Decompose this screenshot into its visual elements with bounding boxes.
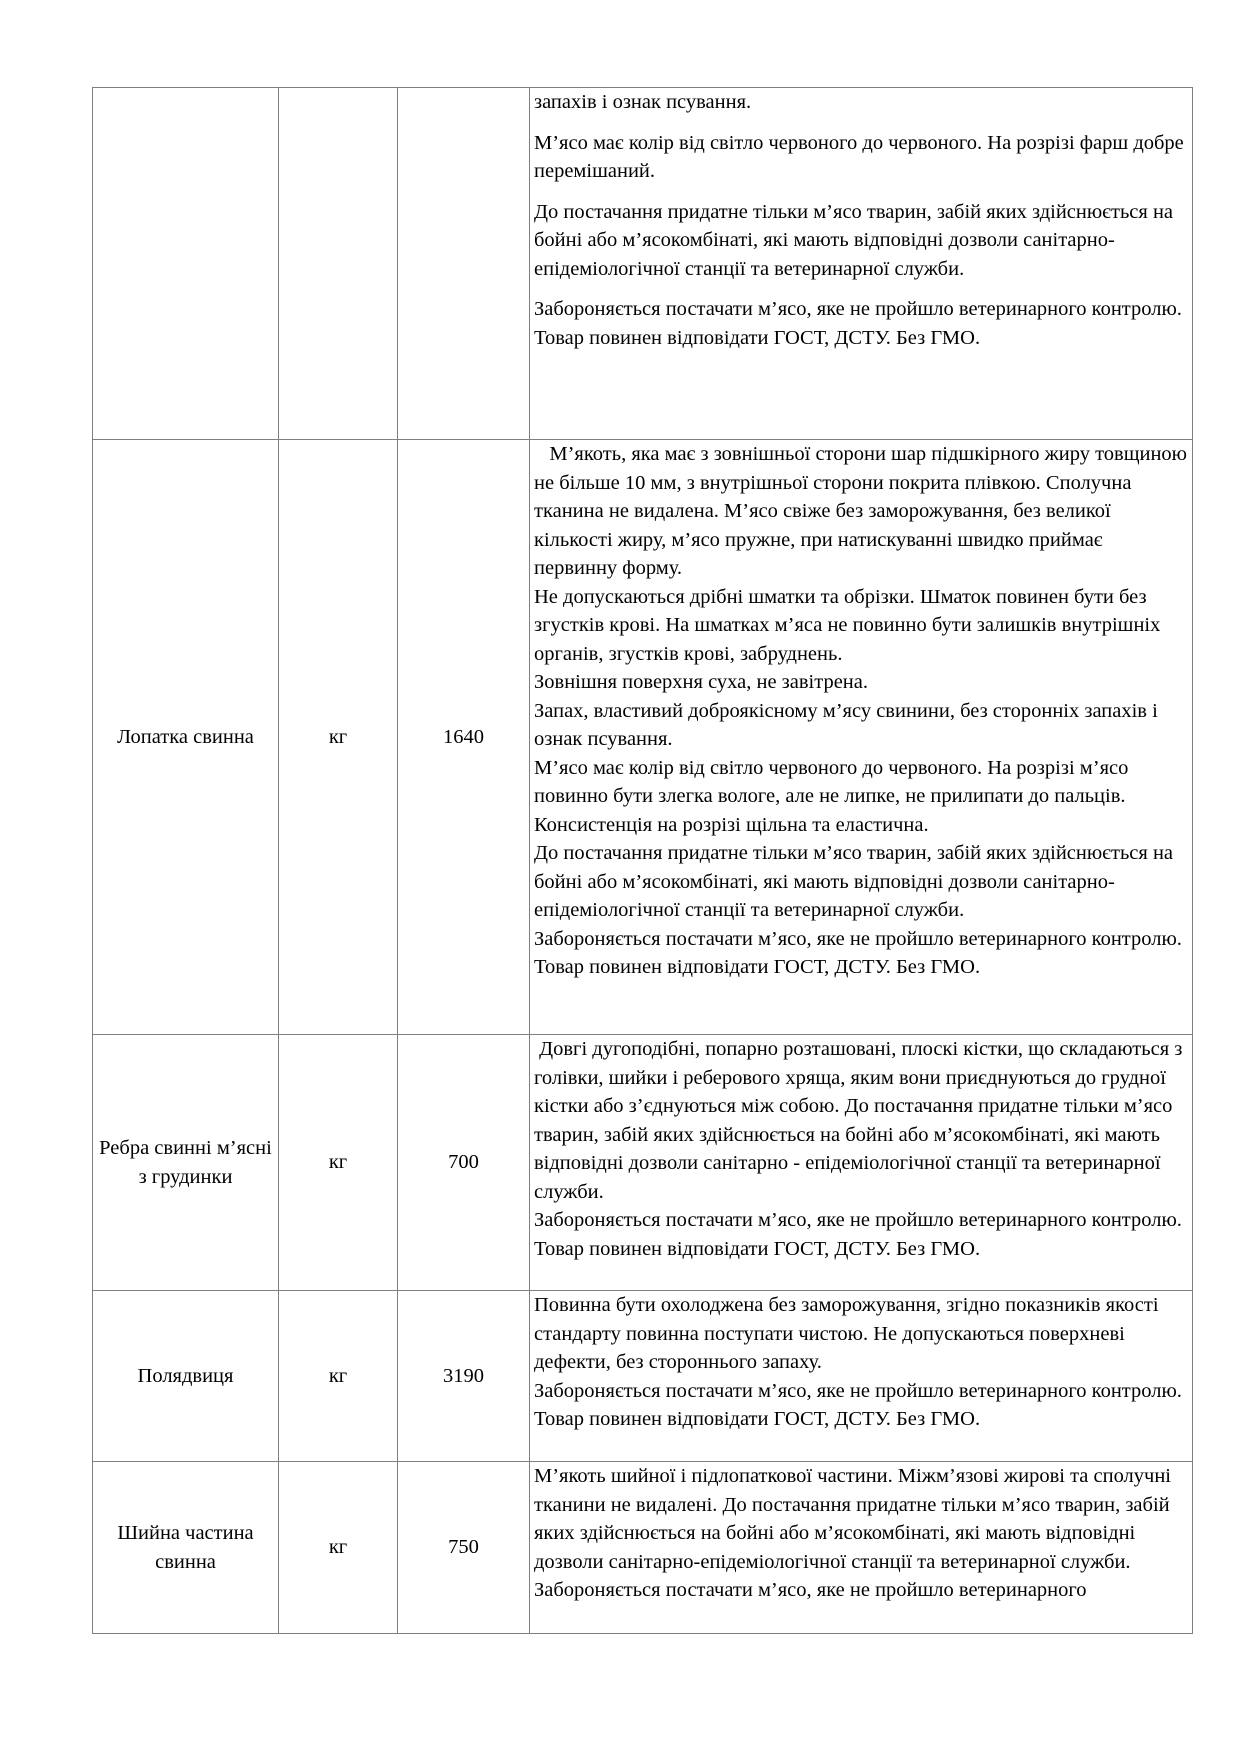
table-row — [93, 1462, 1193, 1634]
unit-cell: кг — [279, 440, 398, 1035]
unit-cell: кг — [279, 1462, 398, 1634]
description-paragraph: запахів і ознак псування. — [534, 91, 752, 113]
description-paragraph: Зовнішня поверхня суха, не завітрена. — [534, 671, 869, 693]
description-paragraph: М’ясо має колір від світло червоного до червоного. На розрізі м’ясо повинно бути злегка вологе, але не липке, не прилипати до пальців. Консистенція на розрізі щільна та еластична. — [534, 756, 1129, 836]
product-name-cell — [93, 440, 279, 1035]
description-cell — [530, 88, 1193, 440]
description-cell — [530, 1035, 1193, 1291]
product-name: Ребра свинні м’ясні з грудинки — [99, 1137, 272, 1188]
description-paragraph: Товар повинен відповідати ГОСТ, ДСТУ. Без ГМО. — [534, 956, 981, 978]
quantity-cell: 1640 — [398, 440, 530, 1035]
description-cell — [530, 440, 1193, 1035]
product-spec-table — [92, 87, 1193, 1634]
quantity-cell: 700 — [398, 1035, 530, 1291]
quantity-cell: 750 — [398, 1462, 530, 1634]
description-paragraph: Товар повинен відповідати ГОСТ, ДСТУ. Без ГМО. — [534, 1237, 981, 1260]
table-body — [93, 88, 1193, 1634]
product-name-cell — [93, 1291, 279, 1462]
product-name-cell — [93, 1035, 279, 1291]
description-paragraph: До постачання придатне тільки м’ясо тварин, забій яких здійснюється на бойні або м’ясокомбінаті, які мають відповідні дозволи санітарно- епідеміологічної станції та ветеринарної служби. — [534, 200, 1174, 280]
unit-cell — [279, 88, 398, 440]
unit-cell: кг — [279, 1291, 398, 1462]
description-paragraph: Забороняється постачати м’ясо, яке не пройшло ветеринарного контролю. — [534, 1379, 1182, 1402]
description-cell — [530, 1291, 1193, 1462]
product-name: Полядвиця — [137, 1364, 234, 1387]
table-row — [93, 1291, 1193, 1462]
unit-cell: кг — [279, 1035, 398, 1291]
product-name-cell — [93, 88, 279, 440]
table-row — [93, 88, 1193, 440]
description-paragraph: Забороняється постачати м’ясо, яке не пройшло ветеринарного контролю. — [534, 927, 1182, 950]
description-paragraph: Забороняється постачати м’ясо, яке не пройшло ветеринарного — [534, 1579, 1087, 1601]
description-paragraph: М’якоть шийної і підлопаткової частини. Міжм’язові жирові та сполучні тканини не видалені. До постачання придатне тільки м’ясо тварин, забій яких здійснюється на бойні або м’ясокомбінаті, які мають відповідні дозволи санітарно-епідеміологічної станції та ветеринарної служби. — [534, 1465, 1172, 1573]
description-paragraph: До постачання придатне тільки м’ясо тварин, забій яких здійснюється на бойні або м’ясокомбінаті, які мають відповідні дозволи санітарно- епідеміологічної станції та ветеринарної служби. — [534, 842, 1174, 921]
description-paragraph: Запах, властивий доброякісному м’ясу свинини, без сторонніх запахів і ознак псування. — [534, 699, 1158, 750]
description-paragraph: Довгі дугоподібні, попарно розташовані, плоскі кістки, що складаються з голівки, шийки і реберового хряща, яким вони приєднуються до грудної кістки або з’єднуються між собою. До постачання придатне тільки м’ясо тварин, забій яких здійснюється на бойні або м’ясокомбінаті, які мають відповідні дозволи санітарно - епідеміологічної станції та ветеринарної служби. — [534, 1038, 1183, 1203]
product-name: Шийна частина свинна — [117, 1522, 254, 1573]
product-name: Лопатка свинна — [117, 725, 254, 748]
description-paragraph: Повинна бути охолоджена без заморожування, згідно показників якості стандарту повинна поступати чистою. Не допускаються поверхневі дефекти, без стороннього запаху. — [534, 1294, 1159, 1373]
description-paragraph: Товар повинен відповідати ГОСТ, ДСТУ. Без ГМО. — [534, 326, 981, 349]
quantity-cell: 3190 — [398, 1291, 530, 1462]
description-paragraph: Товар повинен відповідати ГОСТ, ДСТУ. Без ГМО. — [534, 1408, 981, 1430]
table-row — [93, 440, 1193, 1035]
description-paragraph: Забороняється постачати м’ясо, яке не пройшло ветеринарного контролю. — [534, 1209, 1182, 1231]
product-name-cell — [93, 1462, 279, 1634]
description-cell — [530, 1462, 1193, 1634]
table-row — [93, 1035, 1193, 1291]
description-paragraph: М’ясо має колір від світло червоного до червоного. На розрізі фарш добре перемішаний. — [534, 131, 1184, 182]
description-paragraph: Не допускаються дрібні шматки та обрізки. Шматок повинен бути без згустків крові. На шматках м’яса не повинно бути залишків внутрішніх органів, згустків крові, забруднень. — [534, 585, 1161, 665]
description-paragraph: М’якоть, яка має з зовнішньої сторони шар підшкірного жиру товщиною не більше 10 мм, з внутрішньої сторони покрита плівкою. Сполучна тканина не видалена. М’ясо свіже без заморожування, без великої кількості жиру, м’ясо пружне, при натискуванні швидко приймає первинну форму. — [534, 443, 1187, 579]
quantity-cell — [398, 88, 530, 440]
description-paragraph: Забороняється постачати м’ясо, яке не пройшло ветеринарного контролю. — [534, 298, 1182, 320]
